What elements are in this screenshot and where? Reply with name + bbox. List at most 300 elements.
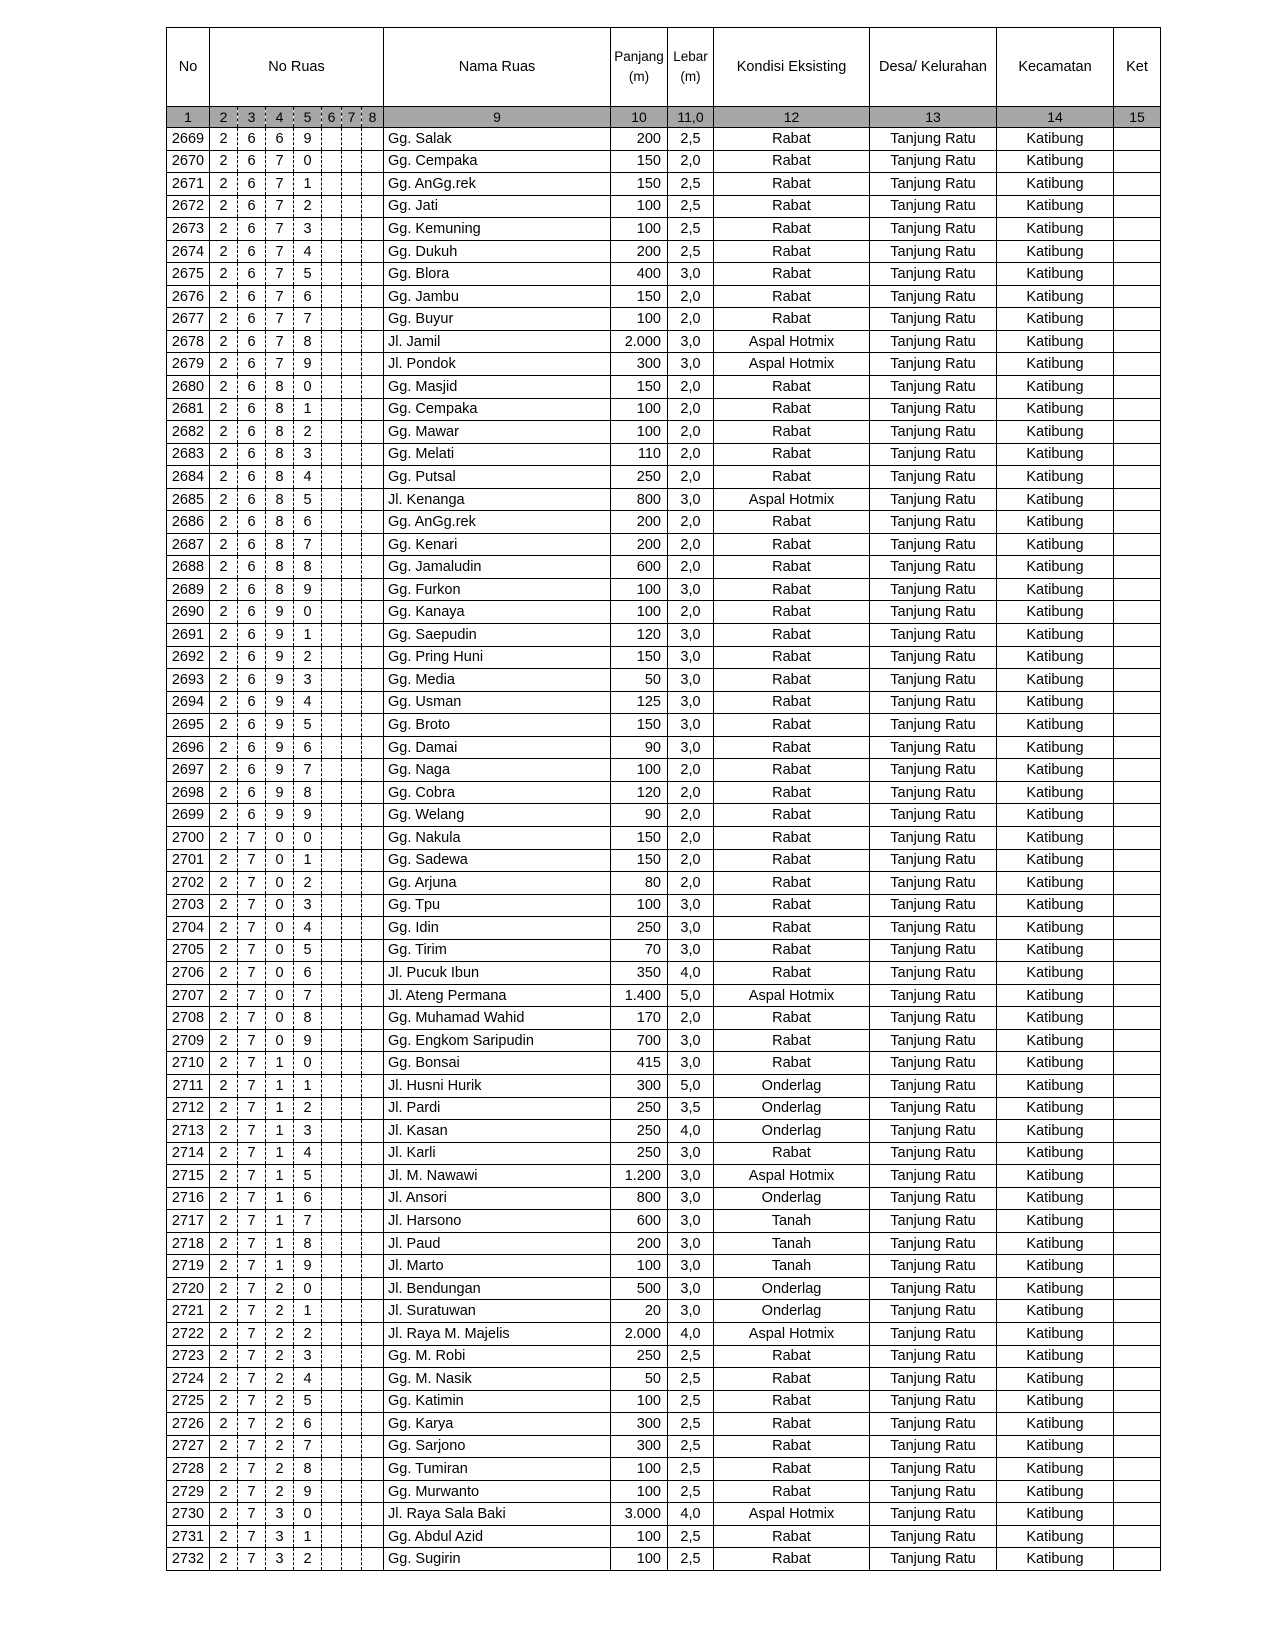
table-row xyxy=(167,1345,1161,1368)
ruas-digit: 7 xyxy=(238,1232,266,1255)
road-condition: Rabat xyxy=(714,376,870,399)
ruas-digit xyxy=(342,1480,362,1503)
ruas-digit: 7 xyxy=(238,1007,266,1030)
table-row xyxy=(167,1007,1161,1030)
ruas-digit: 7 xyxy=(294,308,322,331)
village: Tanjung Ratu xyxy=(870,736,997,759)
ruas-digit: 9 xyxy=(266,736,294,759)
ruas-digit xyxy=(342,376,362,399)
road-name: Jl. Paud xyxy=(384,1232,611,1255)
ruas-digit xyxy=(362,1480,384,1503)
road-width: 2,5 xyxy=(668,1435,714,1458)
ruas-digit: 6 xyxy=(294,1187,322,1210)
table-row xyxy=(167,669,1161,692)
ruas-digit xyxy=(342,781,362,804)
road-name: Jl. Jamil xyxy=(384,330,611,353)
road-width: 2,5 xyxy=(668,1390,714,1413)
table-row xyxy=(167,443,1161,466)
ruas-digit: 7 xyxy=(266,330,294,353)
table-row xyxy=(167,218,1161,241)
ruas-digit: 2 xyxy=(266,1480,294,1503)
row-no: 2714 xyxy=(167,1142,210,1165)
road-name: Gg. Jamaludin xyxy=(384,556,611,579)
road-width: 4,0 xyxy=(668,1120,714,1143)
road-name: Gg. Kemuning xyxy=(384,218,611,241)
road-length: 150 xyxy=(611,849,668,872)
road-name: Gg. Tumiran xyxy=(384,1458,611,1481)
road-width: 3,0 xyxy=(668,578,714,601)
row-no: 2693 xyxy=(167,669,210,692)
column-number: 13 xyxy=(870,107,997,128)
village: Tanjung Ratu xyxy=(870,781,997,804)
village: Tanjung Ratu xyxy=(870,443,997,466)
table-row xyxy=(167,601,1161,624)
road-condition: Rabat xyxy=(714,1525,870,1548)
ruas-digit xyxy=(342,624,362,647)
table-row xyxy=(167,308,1161,331)
ruas-digit: 0 xyxy=(266,917,294,940)
column-number: 11,0 xyxy=(668,107,714,128)
district: Katibung xyxy=(997,736,1114,759)
road-condition: Rabat xyxy=(714,1458,870,1481)
row-no: 2686 xyxy=(167,511,210,534)
road-width: 4,0 xyxy=(668,962,714,985)
district: Katibung xyxy=(997,1029,1114,1052)
road-length: 100 xyxy=(611,1255,668,1278)
road-condition: Rabat xyxy=(714,263,870,286)
road-name: Gg. Jati xyxy=(384,195,611,218)
road-length: 100 xyxy=(611,1548,668,1571)
ruas-digit xyxy=(362,917,384,940)
ruas-digit xyxy=(362,624,384,647)
ruas-digit xyxy=(362,421,384,444)
ruas-digit xyxy=(342,1210,362,1233)
district: Katibung xyxy=(997,1165,1114,1188)
road-length: 50 xyxy=(611,1368,668,1391)
road-width: 2,0 xyxy=(668,804,714,827)
row-no: 2732 xyxy=(167,1548,210,1571)
road-length: 300 xyxy=(611,1413,668,1436)
road-width: 2,0 xyxy=(668,759,714,782)
remarks xyxy=(1114,984,1161,1007)
road-name: Gg. Pring Huni xyxy=(384,646,611,669)
ruas-digit: 9 xyxy=(294,128,322,151)
ruas-digit xyxy=(322,1300,342,1323)
road-name: Jl. Karli xyxy=(384,1142,611,1165)
road-name: Jl. Suratuwan xyxy=(384,1300,611,1323)
table-row xyxy=(167,240,1161,263)
row-no: 2727 xyxy=(167,1435,210,1458)
ruas-digit: 2 xyxy=(210,173,238,196)
district: Katibung xyxy=(997,714,1114,737)
remarks xyxy=(1114,1097,1161,1120)
remarks xyxy=(1114,849,1161,872)
road-condition: Rabat xyxy=(714,466,870,489)
ruas-digit xyxy=(322,1165,342,1188)
ruas-digit: 2 xyxy=(210,894,238,917)
road-length: 100 xyxy=(611,894,668,917)
ruas-digit: 2 xyxy=(210,1142,238,1165)
village: Tanjung Ratu xyxy=(870,1142,997,1165)
road-condition: Rabat xyxy=(714,533,870,556)
remarks xyxy=(1114,826,1161,849)
ruas-digit xyxy=(342,1413,362,1436)
remarks xyxy=(1114,330,1161,353)
road-length: 90 xyxy=(611,804,668,827)
ruas-digit xyxy=(322,240,342,263)
ruas-digit xyxy=(362,894,384,917)
road-name: Jl. Pardi xyxy=(384,1097,611,1120)
road-name: Gg. Karya xyxy=(384,1413,611,1436)
ruas-digit xyxy=(322,398,342,421)
ruas-digit: 2 xyxy=(210,1480,238,1503)
ruas-digit xyxy=(362,962,384,985)
table-row xyxy=(167,1165,1161,1188)
village: Tanjung Ratu xyxy=(870,173,997,196)
road-length: 150 xyxy=(611,826,668,849)
ruas-digit xyxy=(342,285,362,308)
road-width: 3,0 xyxy=(668,624,714,647)
ruas-digit: 7 xyxy=(238,826,266,849)
remarks xyxy=(1114,1007,1161,1030)
ruas-digit: 6 xyxy=(238,330,266,353)
ruas-digit: 9 xyxy=(294,578,322,601)
road-width: 4,0 xyxy=(668,1503,714,1526)
table-row xyxy=(167,759,1161,782)
table-row xyxy=(167,330,1161,353)
row-no: 2674 xyxy=(167,240,210,263)
road-width: 2,0 xyxy=(668,376,714,399)
road-length: 250 xyxy=(611,1120,668,1143)
road-width: 3,0 xyxy=(668,488,714,511)
ruas-digit: 9 xyxy=(266,804,294,827)
road-length: 100 xyxy=(611,218,668,241)
row-no: 2721 xyxy=(167,1300,210,1323)
ruas-digit: 6 xyxy=(238,488,266,511)
remarks xyxy=(1114,1322,1161,1345)
ruas-digit: 6 xyxy=(238,218,266,241)
table-row xyxy=(167,1029,1161,1052)
village: Tanjung Ratu xyxy=(870,1548,997,1571)
road-width: 3,0 xyxy=(668,330,714,353)
ruas-digit: 7 xyxy=(238,849,266,872)
ruas-digit: 5 xyxy=(294,714,322,737)
ruas-digit xyxy=(322,1255,342,1278)
road-length: 100 xyxy=(611,601,668,624)
ruas-digit: 6 xyxy=(238,376,266,399)
ruas-digit xyxy=(342,1458,362,1481)
road-length: 120 xyxy=(611,781,668,804)
ruas-digit xyxy=(342,488,362,511)
district: Katibung xyxy=(997,1413,1114,1436)
row-no: 2695 xyxy=(167,714,210,737)
ruas-digit: 2 xyxy=(294,1548,322,1571)
row-no: 2707 xyxy=(167,984,210,1007)
remarks xyxy=(1114,195,1161,218)
ruas-digit: 2 xyxy=(266,1390,294,1413)
remarks xyxy=(1114,1480,1161,1503)
column-number: 4 xyxy=(266,107,294,128)
district: Katibung xyxy=(997,849,1114,872)
village: Tanjung Ratu xyxy=(870,669,997,692)
column-number: 12 xyxy=(714,107,870,128)
road-width: 3,0 xyxy=(668,1142,714,1165)
remarks xyxy=(1114,872,1161,895)
table-row xyxy=(167,1368,1161,1391)
ruas-digit: 8 xyxy=(294,1458,322,1481)
ruas-digit xyxy=(362,1052,384,1075)
ruas-digit: 1 xyxy=(294,849,322,872)
road-width: 3,0 xyxy=(668,1052,714,1075)
ruas-digit: 3 xyxy=(266,1548,294,1571)
road-length: 800 xyxy=(611,488,668,511)
row-no: 2681 xyxy=(167,398,210,421)
village: Tanjung Ratu xyxy=(870,308,997,331)
ruas-digit: 2 xyxy=(266,1300,294,1323)
ruas-digit: 2 xyxy=(210,128,238,151)
ruas-digit xyxy=(362,398,384,421)
ruas-digit: 7 xyxy=(238,1458,266,1481)
village: Tanjung Ratu xyxy=(870,263,997,286)
ruas-digit: 2 xyxy=(210,240,238,263)
road-name: Gg. Kanaya xyxy=(384,601,611,624)
ruas-digit: 2 xyxy=(210,1232,238,1255)
ruas-digit: 6 xyxy=(238,511,266,534)
ruas-digit xyxy=(342,578,362,601)
road-condition: Rabat xyxy=(714,1413,870,1436)
ruas-digit: 9 xyxy=(294,1255,322,1278)
road-name: Gg. Sarjono xyxy=(384,1435,611,1458)
district: Katibung xyxy=(997,128,1114,151)
table-row xyxy=(167,488,1161,511)
road-condition: Aspal Hotmix xyxy=(714,984,870,1007)
ruas-digit: 9 xyxy=(294,353,322,376)
road-name: Gg. Idin xyxy=(384,917,611,940)
road-length: 100 xyxy=(611,1525,668,1548)
road-length: 350 xyxy=(611,962,668,985)
table-row xyxy=(167,736,1161,759)
road-length: 150 xyxy=(611,173,668,196)
road-width: 2,0 xyxy=(668,849,714,872)
row-no: 2679 xyxy=(167,353,210,376)
ruas-digit xyxy=(322,1368,342,1391)
village: Tanjung Ratu xyxy=(870,376,997,399)
ruas-digit: 6 xyxy=(238,781,266,804)
remarks xyxy=(1114,353,1161,376)
road-condition: Rabat xyxy=(714,1345,870,1368)
road-length: 100 xyxy=(611,195,668,218)
ruas-digit xyxy=(362,646,384,669)
road-condition: Rabat xyxy=(714,781,870,804)
ruas-digit xyxy=(342,849,362,872)
ruas-digit xyxy=(362,804,384,827)
village: Tanjung Ratu xyxy=(870,1503,997,1526)
road-width: 3,0 xyxy=(668,646,714,669)
table-row xyxy=(167,466,1161,489)
header-no: No xyxy=(167,28,210,107)
ruas-digit xyxy=(362,1165,384,1188)
row-no: 2682 xyxy=(167,421,210,444)
road-width: 3,0 xyxy=(668,353,714,376)
remarks xyxy=(1114,285,1161,308)
ruas-digit: 2 xyxy=(210,624,238,647)
table-row xyxy=(167,1120,1161,1143)
ruas-digit: 6 xyxy=(294,962,322,985)
district: Katibung xyxy=(997,601,1114,624)
ruas-digit xyxy=(342,1052,362,1075)
ruas-digit xyxy=(322,1503,342,1526)
road-length: 2.000 xyxy=(611,1322,668,1345)
remarks xyxy=(1114,173,1161,196)
village: Tanjung Ratu xyxy=(870,624,997,647)
road-condition: Rabat xyxy=(714,872,870,895)
row-no: 2698 xyxy=(167,781,210,804)
road-width: 2,5 xyxy=(668,1525,714,1548)
ruas-digit: 2 xyxy=(210,1390,238,1413)
road-width: 2,0 xyxy=(668,421,714,444)
table-row xyxy=(167,533,1161,556)
ruas-digit: 2 xyxy=(210,150,238,173)
ruas-digit xyxy=(362,826,384,849)
table-row xyxy=(167,421,1161,444)
remarks xyxy=(1114,781,1161,804)
ruas-digit xyxy=(322,646,342,669)
district: Katibung xyxy=(997,511,1114,534)
remarks xyxy=(1114,511,1161,534)
ruas-digit: 1 xyxy=(294,1074,322,1097)
ruas-digit: 7 xyxy=(238,1413,266,1436)
row-no: 2715 xyxy=(167,1165,210,1188)
ruas-digit: 7 xyxy=(238,1029,266,1052)
ruas-digit: 2 xyxy=(210,1052,238,1075)
row-no: 2719 xyxy=(167,1255,210,1278)
village: Tanjung Ratu xyxy=(870,353,997,376)
ruas-digit: 7 xyxy=(238,1255,266,1278)
road-condition: Rabat xyxy=(714,1029,870,1052)
ruas-digit: 8 xyxy=(266,466,294,489)
header-lebar xyxy=(668,28,714,107)
village: Tanjung Ratu xyxy=(870,533,997,556)
ruas-digit: 2 xyxy=(210,1007,238,1030)
ruas-digit: 7 xyxy=(238,1277,266,1300)
ruas-digit xyxy=(322,285,342,308)
row-no: 2709 xyxy=(167,1029,210,1052)
ruas-digit xyxy=(362,1142,384,1165)
road-condition: Rabat xyxy=(714,714,870,737)
ruas-digit: 7 xyxy=(238,1525,266,1548)
ruas-digit: 1 xyxy=(294,1300,322,1323)
road-condition: Aspal Hotmix xyxy=(714,488,870,511)
table-row xyxy=(167,195,1161,218)
ruas-digit: 2 xyxy=(210,1187,238,1210)
ruas-digit xyxy=(362,285,384,308)
ruas-digit: 2 xyxy=(266,1322,294,1345)
remarks xyxy=(1114,421,1161,444)
ruas-digit xyxy=(322,804,342,827)
ruas-digit xyxy=(362,849,384,872)
ruas-digit: 3 xyxy=(266,1503,294,1526)
road-condition: Rabat xyxy=(714,1007,870,1030)
ruas-digit xyxy=(362,1300,384,1323)
ruas-digit: 2 xyxy=(294,1097,322,1120)
ruas-digit: 2 xyxy=(210,917,238,940)
road-name: Gg. Usman xyxy=(384,691,611,714)
road-length: 100 xyxy=(611,1458,668,1481)
ruas-digit xyxy=(362,736,384,759)
remarks xyxy=(1114,804,1161,827)
village: Tanjung Ratu xyxy=(870,1458,997,1481)
ruas-digit xyxy=(342,533,362,556)
remarks xyxy=(1114,443,1161,466)
ruas-digit: 2 xyxy=(210,1413,238,1436)
ruas-digit: 9 xyxy=(294,1480,322,1503)
ruas-digit xyxy=(362,1187,384,1210)
village: Tanjung Ratu xyxy=(870,759,997,782)
ruas-digit xyxy=(362,556,384,579)
road-width: 3,0 xyxy=(668,1210,714,1233)
ruas-digit: 2 xyxy=(210,443,238,466)
ruas-digit xyxy=(362,1097,384,1120)
road-width: 3,0 xyxy=(668,263,714,286)
table-row xyxy=(167,1255,1161,1278)
ruas-digit xyxy=(342,1277,362,1300)
road-condition: Onderlag xyxy=(714,1187,870,1210)
ruas-digit: 7 xyxy=(238,1120,266,1143)
ruas-digit xyxy=(362,488,384,511)
district: Katibung xyxy=(997,1097,1114,1120)
ruas-digit: 3 xyxy=(294,443,322,466)
table-row xyxy=(167,1097,1161,1120)
table-row xyxy=(167,1503,1161,1526)
ruas-digit: 0 xyxy=(266,894,294,917)
ruas-digit xyxy=(342,1503,362,1526)
ruas-digit xyxy=(362,195,384,218)
district: Katibung xyxy=(997,376,1114,399)
ruas-digit xyxy=(342,240,362,263)
district: Katibung xyxy=(997,1277,1114,1300)
ruas-digit: 1 xyxy=(266,1255,294,1278)
ruas-digit: 5 xyxy=(294,488,322,511)
ruas-digit xyxy=(322,1142,342,1165)
road-condition: Rabat xyxy=(714,736,870,759)
ruas-digit xyxy=(342,1187,362,1210)
ruas-digit xyxy=(342,601,362,624)
ruas-digit: 9 xyxy=(266,714,294,737)
ruas-digit xyxy=(342,398,362,421)
road-length: 500 xyxy=(611,1277,668,1300)
village: Tanjung Ratu xyxy=(870,714,997,737)
district: Katibung xyxy=(997,398,1114,421)
ruas-digit: 2 xyxy=(210,330,238,353)
ruas-digit xyxy=(342,1368,362,1391)
header-kondisi: Kondisi Eksisting xyxy=(714,28,870,107)
road-name: Gg. Cobra xyxy=(384,781,611,804)
ruas-digit xyxy=(342,826,362,849)
ruas-digit xyxy=(322,1052,342,1075)
ruas-digit xyxy=(322,308,342,331)
district: Katibung xyxy=(997,263,1114,286)
district: Katibung xyxy=(997,1435,1114,1458)
ruas-digit: 2 xyxy=(210,691,238,714)
road-width: 2,5 xyxy=(668,1368,714,1391)
ruas-digit xyxy=(322,488,342,511)
road-condition: Rabat xyxy=(714,669,870,692)
road-condition: Tanah xyxy=(714,1255,870,1278)
ruas-digit xyxy=(362,1345,384,1368)
road-name: Gg. Cempaka xyxy=(384,150,611,173)
road-name: Gg. Cempaka xyxy=(384,398,611,421)
ruas-digit xyxy=(362,150,384,173)
